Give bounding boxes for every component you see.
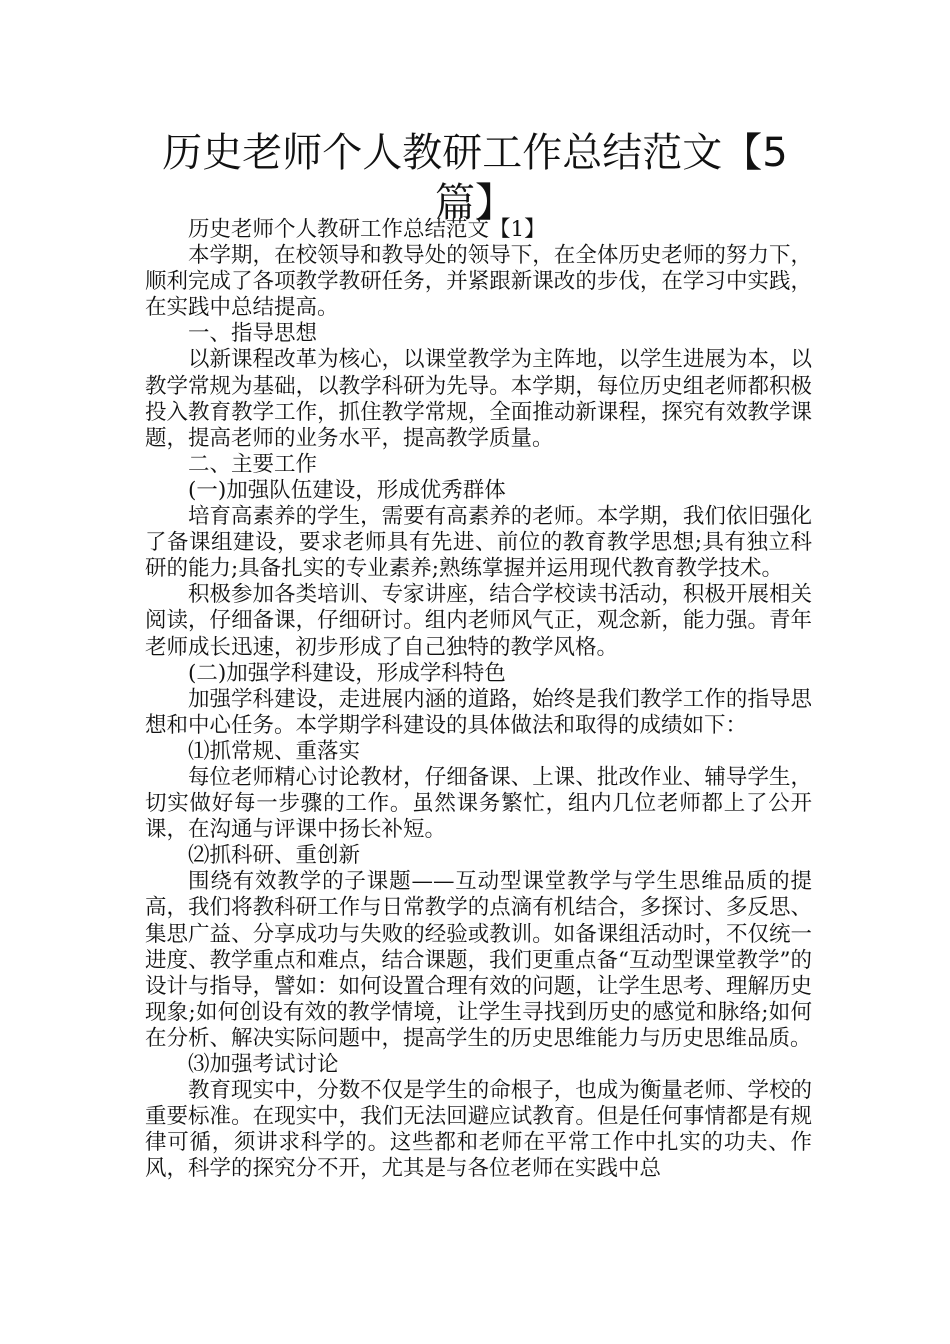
paragraph: 教育现实中，分数不仅是学生的命根子，也成为衡量老师、学校的重要标准。在现实中，我们无法回避应试教育。但是任何事情都是有规律可循，须讲求科学的。这些都和老师在平常工作中扎实的功夫、作风，科学的探究分不开，尤其是与各位老师在实践中总 (145, 1078, 812, 1182)
section-heading: 历史老师个人教研工作总结范文【1】 (188, 217, 546, 242)
section-heading: 二、主要工作 (188, 451, 318, 477)
paragraph: 积极参加各类培训、专家讲座，结合学校读书活动，积极开展相关阅读，仔细备课，仔细研讨。组内老师风气正，观念新，能力强。青年老师成长迅速，初步形成了自己独特的教学风格。 (145, 582, 812, 660)
subsection-heading: (一)加强队伍建设，形成优秀群体 (188, 477, 506, 503)
paragraph: 以新课程改革为核心，以课堂教学为主阵地，以学生进展为本，以教学常规为基础，以教学科研为先导。本学期，每位历史组老师都积极投入教育教学工作，抓住教学常规，全面推动新课程，探究有效教学课题，提高老师的业务水平，提高教学质量。 (145, 347, 812, 451)
paragraph: 围绕有效教学的子课题——互动型课堂教学与学生思维品质的提高，我们将教科研工作与日常教学的点滴有机结合，多探讨、多反思、集思广益、分享成功与失败的经验或教训。如备课组活动时，不仅统一进度、教学重点和难点，结合课题，我们更重点备“互动型课堂教学”的设计与指导，譬如：如何设置合理有效的问题，让学生思考、理解历史现象;如何创设有效的教学情境，让学生寻找到历史的感觉和脉络;如何在分析、解决实际问题中，提高学生的历史思维能力与历史思维品质。 (145, 869, 812, 1051)
subsection-heading: (二)加强学科建设，形成学科特色 (188, 660, 506, 686)
document-title: 历史老师个人教研工作总结范文【5篇】 (162, 130, 788, 226)
document-body (145, 217, 812, 1182)
paragraph: 加强学科建设，走进展内涵的道路，始终是我们教学工作的指导思想和中心任务。本学期学科建设的具体做法和取得的成绩如下： (145, 686, 812, 738)
item-heading: ⑵抓科研、重创新 (188, 843, 361, 869)
item-heading: ⑴抓常规、重落实 (188, 738, 361, 764)
paragraph: 本学期，在校领导和教导处的领导下，在全体历史老师的努力下，顺利完成了各项教学教研任务，并紧跟新课改的步伐，在学习中实践，在实践中总结提高。 (145, 243, 812, 321)
item-heading: ⑶加强考试讨论 (188, 1052, 339, 1077)
paragraph: 培育高素养的学生，需要有高素养的老师。本学期，我们依旧强化了备课组建设，要求老师具有先进、前位的教育教学思想;具有独立科研的能力;具备扎实的专业素养;熟练掌握并运用现代教育教学技术。 (145, 504, 812, 582)
section-heading: 一、指导思想 (188, 321, 318, 347)
paragraph: 每位老师精心讨论教材，仔细备课、上课、批改作业、辅导学生，切实做好每一步骤的工作。虽然课务繁忙，组内几位老师都上了公开课，在沟通与评课中扬长补短。 (145, 764, 812, 843)
